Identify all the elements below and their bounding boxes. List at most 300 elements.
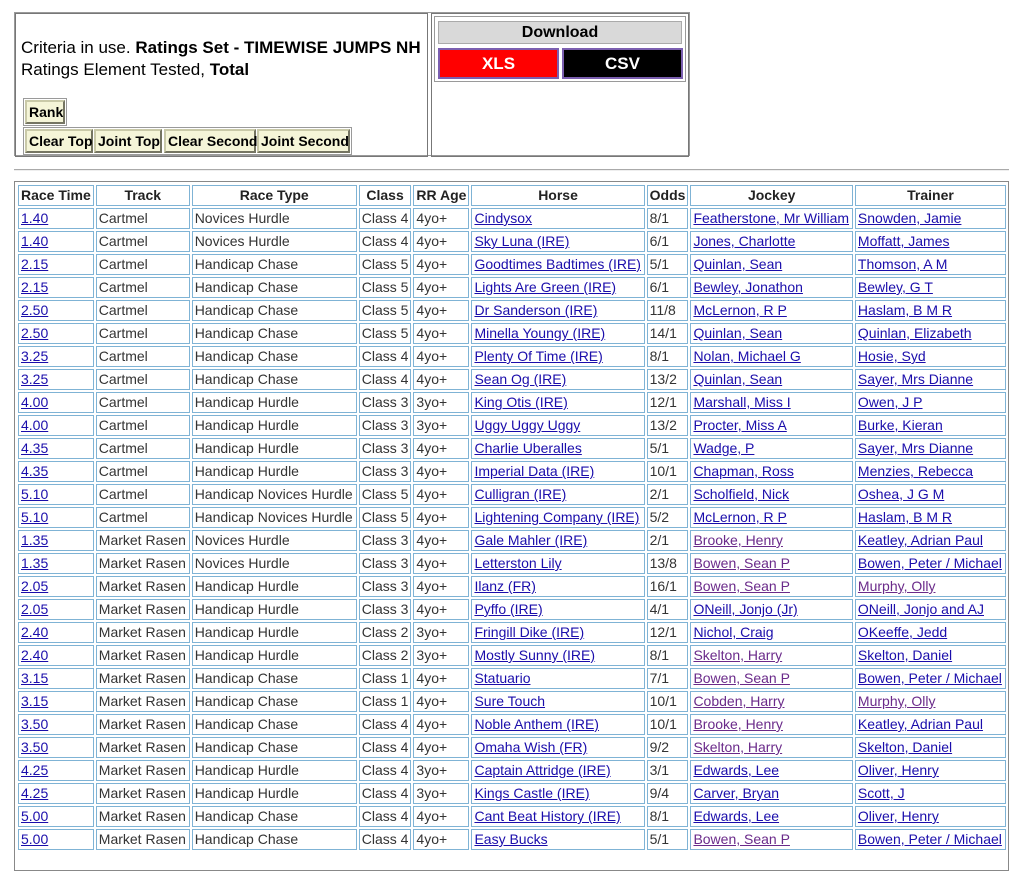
track-cell: Market Rasen: [96, 599, 190, 620]
race-time-link[interactable]: 1.40: [21, 210, 49, 226]
jockey-cell: [690, 484, 852, 505]
download-box: [431, 13, 689, 157]
track-cell: Cartmel: [96, 277, 190, 298]
trainer-link[interactable]: Bowen, Peter / Michael: [857, 670, 1002, 686]
trainer-cell: [855, 622, 1006, 643]
horse-cell: [471, 208, 644, 229]
trainer-link[interactable]: Keatley, Adrian Paul: [857, 532, 983, 548]
rr-age-cell: 4yo+: [413, 829, 469, 850]
horse-cell: [471, 346, 644, 367]
header-rr-age: RR Age: [413, 185, 469, 206]
jockey-link[interactable]: Cobden, Harry: [693, 693, 785, 709]
jockey-link[interactable]: Skelton, Harry: [693, 647, 783, 663]
race-time-link[interactable]: 3.15: [21, 670, 49, 686]
horse-link[interactable]: King Otis (IRE): [474, 394, 568, 410]
class-cell: Class 4: [359, 346, 412, 367]
track-cell: Cartmel: [96, 392, 190, 413]
horse-link[interactable]: Noble Anthem (IRE): [474, 716, 599, 732]
trainer-cell: [855, 300, 1006, 321]
class-cell: Class 3: [359, 599, 412, 620]
odds-cell: 3/1: [647, 760, 689, 781]
race-time-link[interactable]: 4.35: [21, 463, 49, 479]
race-type-cell: Handicap Novices Hurdle: [192, 484, 357, 505]
race-type-cell: Handicap Chase: [192, 829, 357, 850]
trainer-link[interactable]: Sayer, Mrs Dianne: [857, 440, 974, 456]
rr-age-cell: 4yo+: [413, 576, 469, 597]
horse-cell: [471, 369, 644, 390]
horse-link[interactable]: Lights Are Green (IRE): [474, 279, 617, 295]
trainer-link[interactable]: Oliver, Henry: [857, 762, 939, 778]
clear-second-button[interactable]: Clear Second: [164, 129, 256, 153]
class-cell: Class 4: [359, 369, 412, 390]
time-cell: [18, 484, 94, 505]
jockey-cell: [690, 231, 852, 252]
race-time-link[interactable]: 2.15: [21, 279, 49, 295]
odds-cell: 11/8: [647, 300, 689, 321]
table-row: [18, 806, 1006, 827]
horse-link[interactable]: Easy Bucks: [474, 831, 548, 847]
race-time-link[interactable]: 3.25: [21, 348, 49, 364]
track-cell: Cartmel: [96, 461, 190, 482]
class-cell: Class 5: [359, 254, 412, 275]
race-time-link[interactable]: 5.00: [21, 831, 49, 847]
rr-age-cell: 3yo+: [413, 760, 469, 781]
filter-button-group: [23, 127, 352, 155]
jockey-cell: [690, 783, 852, 804]
time-cell: [18, 829, 94, 850]
track-cell: Market Rasen: [96, 576, 190, 597]
trainer-link[interactable]: Skelton, Daniel: [857, 739, 953, 755]
rr-age-cell: 4yo+: [413, 668, 469, 689]
race-type-cell: Handicap Chase: [192, 300, 357, 321]
horse-link[interactable]: Cindysox: [474, 210, 533, 226]
class-cell: Class 4: [359, 737, 412, 758]
race-time-link[interactable]: 1.35: [21, 555, 49, 571]
table-row: [18, 461, 1006, 482]
track-cell: Market Rasen: [96, 553, 190, 574]
trainer-link[interactable]: Snowden, Jamie: [857, 210, 962, 226]
joint-top-button[interactable]: Joint Top: [94, 129, 162, 153]
jockey-link[interactable]: Edwards, Lee: [693, 808, 780, 824]
horse-cell: [471, 300, 644, 321]
class-cell: Class 4: [359, 760, 412, 781]
jockey-link[interactable]: Brooke, Henry: [693, 716, 783, 732]
download-csv-button[interactable]: CSV: [562, 48, 683, 79]
rr-age-cell: 4yo+: [413, 691, 469, 712]
track-cell: Cartmel: [96, 323, 190, 344]
header-race-type: Race Type: [192, 185, 357, 206]
track-cell: Cartmel: [96, 438, 190, 459]
horse-cell: [471, 714, 644, 735]
horse-link[interactable]: Dr Sanderson (IRE): [474, 302, 598, 318]
trainer-cell: [855, 415, 1006, 436]
table-row: [18, 208, 1006, 229]
race-time-link[interactable]: 4.35: [21, 440, 49, 456]
jockey-link[interactable]: ONeill, Jonjo (Jr): [693, 601, 798, 617]
horse-link[interactable]: Pyffo (IRE): [474, 601, 543, 617]
jockey-link[interactable]: Bowen, Sean P: [693, 555, 790, 571]
download-panel: [434, 16, 686, 82]
rr-age-cell: 4yo+: [413, 438, 469, 459]
jockey-cell: [690, 346, 852, 367]
trainer-link[interactable]: Murphy, Olly: [857, 578, 936, 594]
criteria-line-ratings-set: [21, 37, 421, 59]
time-cell: [18, 208, 94, 229]
joint-second-button[interactable]: Joint Second: [257, 129, 350, 153]
race-time-link[interactable]: 4.25: [21, 785, 49, 801]
table-header-row: [18, 185, 1006, 206]
horse-cell: [471, 645, 644, 666]
criteria-line-element: [21, 59, 249, 81]
jockey-link[interactable]: Featherstone, Mr William: [693, 210, 850, 226]
track-cell: Market Rasen: [96, 668, 190, 689]
download-xls-button[interactable]: XLS: [438, 48, 559, 79]
horse-link[interactable]: Ilanz (FR): [474, 578, 536, 594]
race-time-link[interactable]: 4.25: [21, 762, 49, 778]
table-row: [18, 737, 1006, 758]
trainer-link[interactable]: Murphy, Olly: [857, 693, 936, 709]
jockey-cell: [690, 461, 852, 482]
track-cell: Market Rasen: [96, 691, 190, 712]
trainer-link[interactable]: Sayer, Mrs Dianne: [857, 371, 974, 387]
trainer-link[interactable]: Haslam, B M R: [857, 302, 953, 318]
class-cell: Class 4: [359, 208, 412, 229]
jockey-cell: [690, 438, 852, 459]
class-cell: Class 4: [359, 829, 412, 850]
horse-cell: [471, 737, 644, 758]
race-time-link[interactable]: 4.00: [21, 394, 49, 410]
horse-link[interactable]: Goodtimes Badtimes (IRE): [474, 256, 641, 272]
horse-link[interactable]: Kings Castle (IRE): [474, 785, 590, 801]
trainer-cell: [855, 323, 1006, 344]
class-cell: Class 4: [359, 714, 412, 735]
horse-link[interactable]: Captain Attridge (IRE): [474, 762, 611, 778]
class-cell: Class 4: [359, 231, 412, 252]
race-time-link[interactable]: 2.50: [21, 302, 49, 318]
jockey-link[interactable]: Bowen, Sean P: [693, 578, 790, 594]
jockey-link[interactable]: Quinlan, Sean: [693, 256, 783, 272]
race-type-cell: Handicap Chase: [192, 369, 357, 390]
jockey-link[interactable]: Edwards, Lee: [693, 762, 780, 778]
race-time-link[interactable]: 2.05: [21, 601, 49, 617]
odds-cell: 9/2: [647, 737, 689, 758]
jockey-link[interactable]: Marshall, Miss I: [693, 394, 791, 410]
header-class: Class: [359, 185, 412, 206]
rr-age-cell: 3yo+: [413, 415, 469, 436]
trainer-link[interactable]: Skelton, Daniel: [857, 647, 953, 663]
trainer-link[interactable]: Scott, J: [857, 785, 905, 801]
jockey-link[interactable]: Procter, Miss A: [693, 417, 787, 433]
trainer-link[interactable]: Quinlan, Elizabeth: [857, 325, 972, 341]
trainer-link[interactable]: Moffatt, James: [857, 233, 950, 249]
results-table-body: [18, 208, 1006, 850]
class-cell: Class 5: [359, 277, 412, 298]
trainer-cell: [855, 829, 1006, 850]
race-type-cell: Handicap Hurdle: [192, 783, 357, 804]
track-cell: Market Rasen: [96, 530, 190, 551]
horse-cell: [471, 415, 644, 436]
time-cell: [18, 783, 94, 804]
class-cell: Class 5: [359, 300, 412, 321]
jockey-cell: [690, 760, 852, 781]
rr-age-cell: 3yo+: [413, 392, 469, 413]
jockey-link[interactable]: Quinlan, Sean: [693, 325, 783, 341]
track-cell: Cartmel: [96, 231, 190, 252]
track-cell: Cartmel: [96, 415, 190, 436]
track-cell: Market Rasen: [96, 806, 190, 827]
trainer-link[interactable]: Bewley, G T: [857, 279, 933, 295]
race-time-link[interactable]: 5.10: [21, 486, 49, 502]
race-type-cell: Novices Hurdle: [192, 530, 357, 551]
horse-link[interactable]: Cant Beat History (IRE): [474, 808, 621, 824]
odds-cell: 6/1: [647, 231, 689, 252]
element-value: Total: [209, 60, 250, 79]
trainer-cell: [855, 369, 1006, 390]
trainer-cell: [855, 530, 1006, 551]
table-row: [18, 507, 1006, 528]
race-type-cell: Handicap Novices Hurdle: [192, 507, 357, 528]
race-type-cell: Handicap Hurdle: [192, 645, 357, 666]
race-type-cell: Handicap Hurdle: [192, 438, 357, 459]
table-row: [18, 323, 1006, 344]
horse-cell: [471, 760, 644, 781]
track-cell: Market Rasen: [96, 783, 190, 804]
horse-link[interactable]: Sean Og (IRE): [474, 371, 567, 387]
trainer-link[interactable]: Thomson, A M: [857, 256, 948, 272]
jockey-link[interactable]: Bowen, Sean P: [693, 831, 790, 847]
jockey-cell: [690, 668, 852, 689]
track-cell: Cartmel: [96, 369, 190, 390]
horse-link[interactable]: Letterston Lily: [474, 555, 562, 571]
race-type-cell: Handicap Chase: [192, 714, 357, 735]
class-cell: Class 3: [359, 461, 412, 482]
jockey-link[interactable]: Brooke, Henry: [693, 532, 783, 548]
race-time-link[interactable]: 3.15: [21, 693, 49, 709]
rr-age-cell: 4yo+: [413, 231, 469, 252]
time-cell: [18, 691, 94, 712]
race-type-cell: Handicap Hurdle: [192, 392, 357, 413]
trainer-link[interactable]: Menzies, Rebecca: [857, 463, 974, 479]
table-row: [18, 484, 1006, 505]
horse-link[interactable]: Fringill Dike (IRE): [474, 624, 585, 640]
horse-link[interactable]: Minella Youngy (IRE): [474, 325, 606, 341]
odds-cell: 5/1: [647, 829, 689, 850]
race-type-cell: Handicap Chase: [192, 254, 357, 275]
horse-link[interactable]: Plenty Of Time (IRE): [474, 348, 603, 364]
horse-link[interactable]: Lightening Company (IRE): [474, 509, 640, 525]
trainer-link[interactable]: Bowen, Peter / Michael: [857, 831, 1002, 847]
jockey-link[interactable]: McLernon, R P: [693, 509, 787, 525]
horse-link[interactable]: Uggy Uggy Uggy: [474, 417, 581, 433]
race-time-link[interactable]: 3.50: [21, 716, 49, 732]
time-cell: [18, 300, 94, 321]
trainer-link[interactable]: Keatley, Adrian Paul: [857, 716, 983, 732]
track-cell: Market Rasen: [96, 737, 190, 758]
jockey-cell: [690, 576, 852, 597]
trainer-link[interactable]: Burke, Kieran: [857, 417, 943, 433]
horse-link[interactable]: Charlie Uberalles: [474, 440, 582, 456]
jockey-link[interactable]: Carver, Bryan: [693, 785, 780, 801]
rr-age-cell: 4yo+: [413, 277, 469, 298]
rank-button[interactable]: Rank: [25, 100, 65, 124]
jockey-link[interactable]: Bewley, Jonathon: [693, 279, 803, 295]
race-type-cell: Handicap Hurdle: [192, 760, 357, 781]
time-cell: [18, 599, 94, 620]
horse-link[interactable]: Culligran (IRE): [474, 486, 567, 502]
track-cell: Market Rasen: [96, 829, 190, 850]
odds-cell: 9/4: [647, 783, 689, 804]
race-type-cell: Handicap Chase: [192, 323, 357, 344]
trainer-cell: [855, 576, 1006, 597]
rr-age-cell: 3yo+: [413, 622, 469, 643]
horse-link[interactable]: Sky Luna (IRE): [474, 233, 570, 249]
rr-age-cell: 4yo+: [413, 737, 469, 758]
horse-link[interactable]: Statuario: [474, 670, 531, 686]
class-cell: Class 2: [359, 622, 412, 643]
race-time-link[interactable]: 2.40: [21, 624, 49, 640]
header-race-time: Race Time: [18, 185, 94, 206]
trainer-cell: [855, 484, 1006, 505]
jockey-link[interactable]: Quinlan, Sean: [693, 371, 783, 387]
jockey-cell: [690, 300, 852, 321]
trainer-cell: [855, 277, 1006, 298]
trainer-cell: [855, 346, 1006, 367]
table-row: [18, 553, 1006, 574]
odds-cell: 10/1: [647, 714, 689, 735]
jockey-link[interactable]: Jones, Charlotte: [693, 233, 796, 249]
horse-link[interactable]: Mostly Sunny (IRE): [474, 647, 596, 663]
race-type-cell: Novices Hurdle: [192, 553, 357, 574]
jockey-link[interactable]: McLernon, R P: [693, 302, 787, 318]
jockey-cell: [690, 737, 852, 758]
horse-cell: [471, 231, 644, 252]
horse-link[interactable]: Sure Touch: [474, 693, 546, 709]
jockey-cell: [690, 277, 852, 298]
odds-cell: 6/1: [647, 277, 689, 298]
table-row: [18, 530, 1006, 551]
odds-cell: 4/1: [647, 599, 689, 620]
jockey-link[interactable]: Nichol, Craig: [693, 624, 774, 640]
horse-link[interactable]: Gale Mahler (IRE): [474, 532, 588, 548]
trainer-cell: [855, 392, 1006, 413]
class-cell: Class 1: [359, 668, 412, 689]
jockey-link[interactable]: Wadge, P: [693, 440, 755, 456]
race-time-link[interactable]: 4.00: [21, 417, 49, 433]
jockey-cell: [690, 691, 852, 712]
horse-cell: [471, 507, 644, 528]
jockey-link[interactable]: Nolan, Michael G: [693, 348, 801, 364]
trainer-cell: [855, 760, 1006, 781]
odds-cell: 13/2: [647, 415, 689, 436]
odds-cell: 5/1: [647, 438, 689, 459]
horse-cell: [471, 599, 644, 620]
jockey-link[interactable]: Bowen, Sean P: [693, 670, 790, 686]
table-row: [18, 714, 1006, 735]
table-row: [18, 599, 1006, 620]
class-cell: Class 5: [359, 323, 412, 344]
trainer-link[interactable]: Owen, J P: [857, 394, 923, 410]
rr-age-cell: 3yo+: [413, 783, 469, 804]
track-cell: Cartmel: [96, 208, 190, 229]
table-row: [18, 438, 1006, 459]
race-time-link[interactable]: 2.40: [21, 647, 49, 663]
time-cell: [18, 737, 94, 758]
odds-cell: 5/2: [647, 507, 689, 528]
horse-link[interactable]: Imperial Data (IRE): [474, 463, 595, 479]
race-type-cell: Handicap Chase: [192, 277, 357, 298]
race-time-link[interactable]: 5.10: [21, 509, 49, 525]
race-time-link[interactable]: 3.25: [21, 371, 49, 387]
header-odds: Odds: [647, 185, 689, 206]
horse-cell: [471, 783, 644, 804]
odds-cell: 10/1: [647, 691, 689, 712]
odds-cell: 8/1: [647, 645, 689, 666]
trainer-link[interactable]: Hosie, Syd: [857, 348, 926, 364]
time-cell: [18, 277, 94, 298]
results-table-container: [14, 181, 1009, 871]
jockey-link[interactable]: Scholfield, Nick: [693, 486, 790, 502]
odds-cell: 12/1: [647, 392, 689, 413]
track-cell: Cartmel: [96, 346, 190, 367]
race-time-link[interactable]: 1.35: [21, 532, 49, 548]
race-time-link[interactable]: 1.40: [21, 233, 49, 249]
results-table: [16, 183, 1008, 852]
horse-link[interactable]: Omaha Wish (FR): [474, 739, 588, 755]
table-row: [18, 691, 1006, 712]
odds-cell: 8/1: [647, 208, 689, 229]
trainer-cell: [855, 668, 1006, 689]
table-row: [18, 277, 1006, 298]
race-time-link[interactable]: 2.50: [21, 325, 49, 341]
odds-cell: 12/1: [647, 622, 689, 643]
trainer-link[interactable]: ONeill, Jonjo and AJ: [857, 601, 984, 617]
class-cell: Class 5: [359, 484, 412, 505]
trainer-link[interactable]: OKeeffe, Jedd: [857, 624, 948, 640]
jockey-link[interactable]: Skelton, Harry: [693, 739, 783, 755]
race-time-link[interactable]: 2.15: [21, 256, 49, 272]
track-cell: Cartmel: [96, 300, 190, 321]
trainer-link[interactable]: Oliver, Henry: [857, 808, 939, 824]
race-time-link[interactable]: 2.05: [21, 578, 49, 594]
trainer-link[interactable]: Oshea, J G M: [857, 486, 945, 502]
rr-age-cell: 4yo+: [413, 346, 469, 367]
track-cell: Cartmel: [96, 254, 190, 275]
class-cell: Class 3: [359, 415, 412, 436]
class-cell: Class 1: [359, 691, 412, 712]
horse-cell: [471, 806, 644, 827]
trainer-cell: [855, 461, 1006, 482]
header-jockey: Jockey: [690, 185, 852, 206]
race-time-link[interactable]: 5.00: [21, 808, 49, 824]
race-type-cell: Novices Hurdle: [192, 231, 357, 252]
table-row: [18, 645, 1006, 666]
race-type-cell: Handicap Chase: [192, 668, 357, 689]
trainer-cell: [855, 208, 1006, 229]
clear-top-button[interactable]: Clear Top: [25, 129, 93, 153]
table-row: [18, 254, 1006, 275]
jockey-link[interactable]: Chapman, Ross: [693, 463, 794, 479]
jockey-cell: [690, 599, 852, 620]
time-cell: [18, 622, 94, 643]
track-cell: Market Rasen: [96, 622, 190, 643]
race-time-link[interactable]: 3.50: [21, 739, 49, 755]
horse-cell: [471, 461, 644, 482]
race-type-cell: Handicap Hurdle: [192, 415, 357, 436]
rr-age-cell: 4yo+: [413, 806, 469, 827]
trainer-link[interactable]: Haslam, B M R: [857, 509, 953, 525]
criteria-label: Criteria in use.: [21, 38, 131, 57]
trainer-link[interactable]: Bowen, Peter / Michael: [857, 555, 1002, 571]
